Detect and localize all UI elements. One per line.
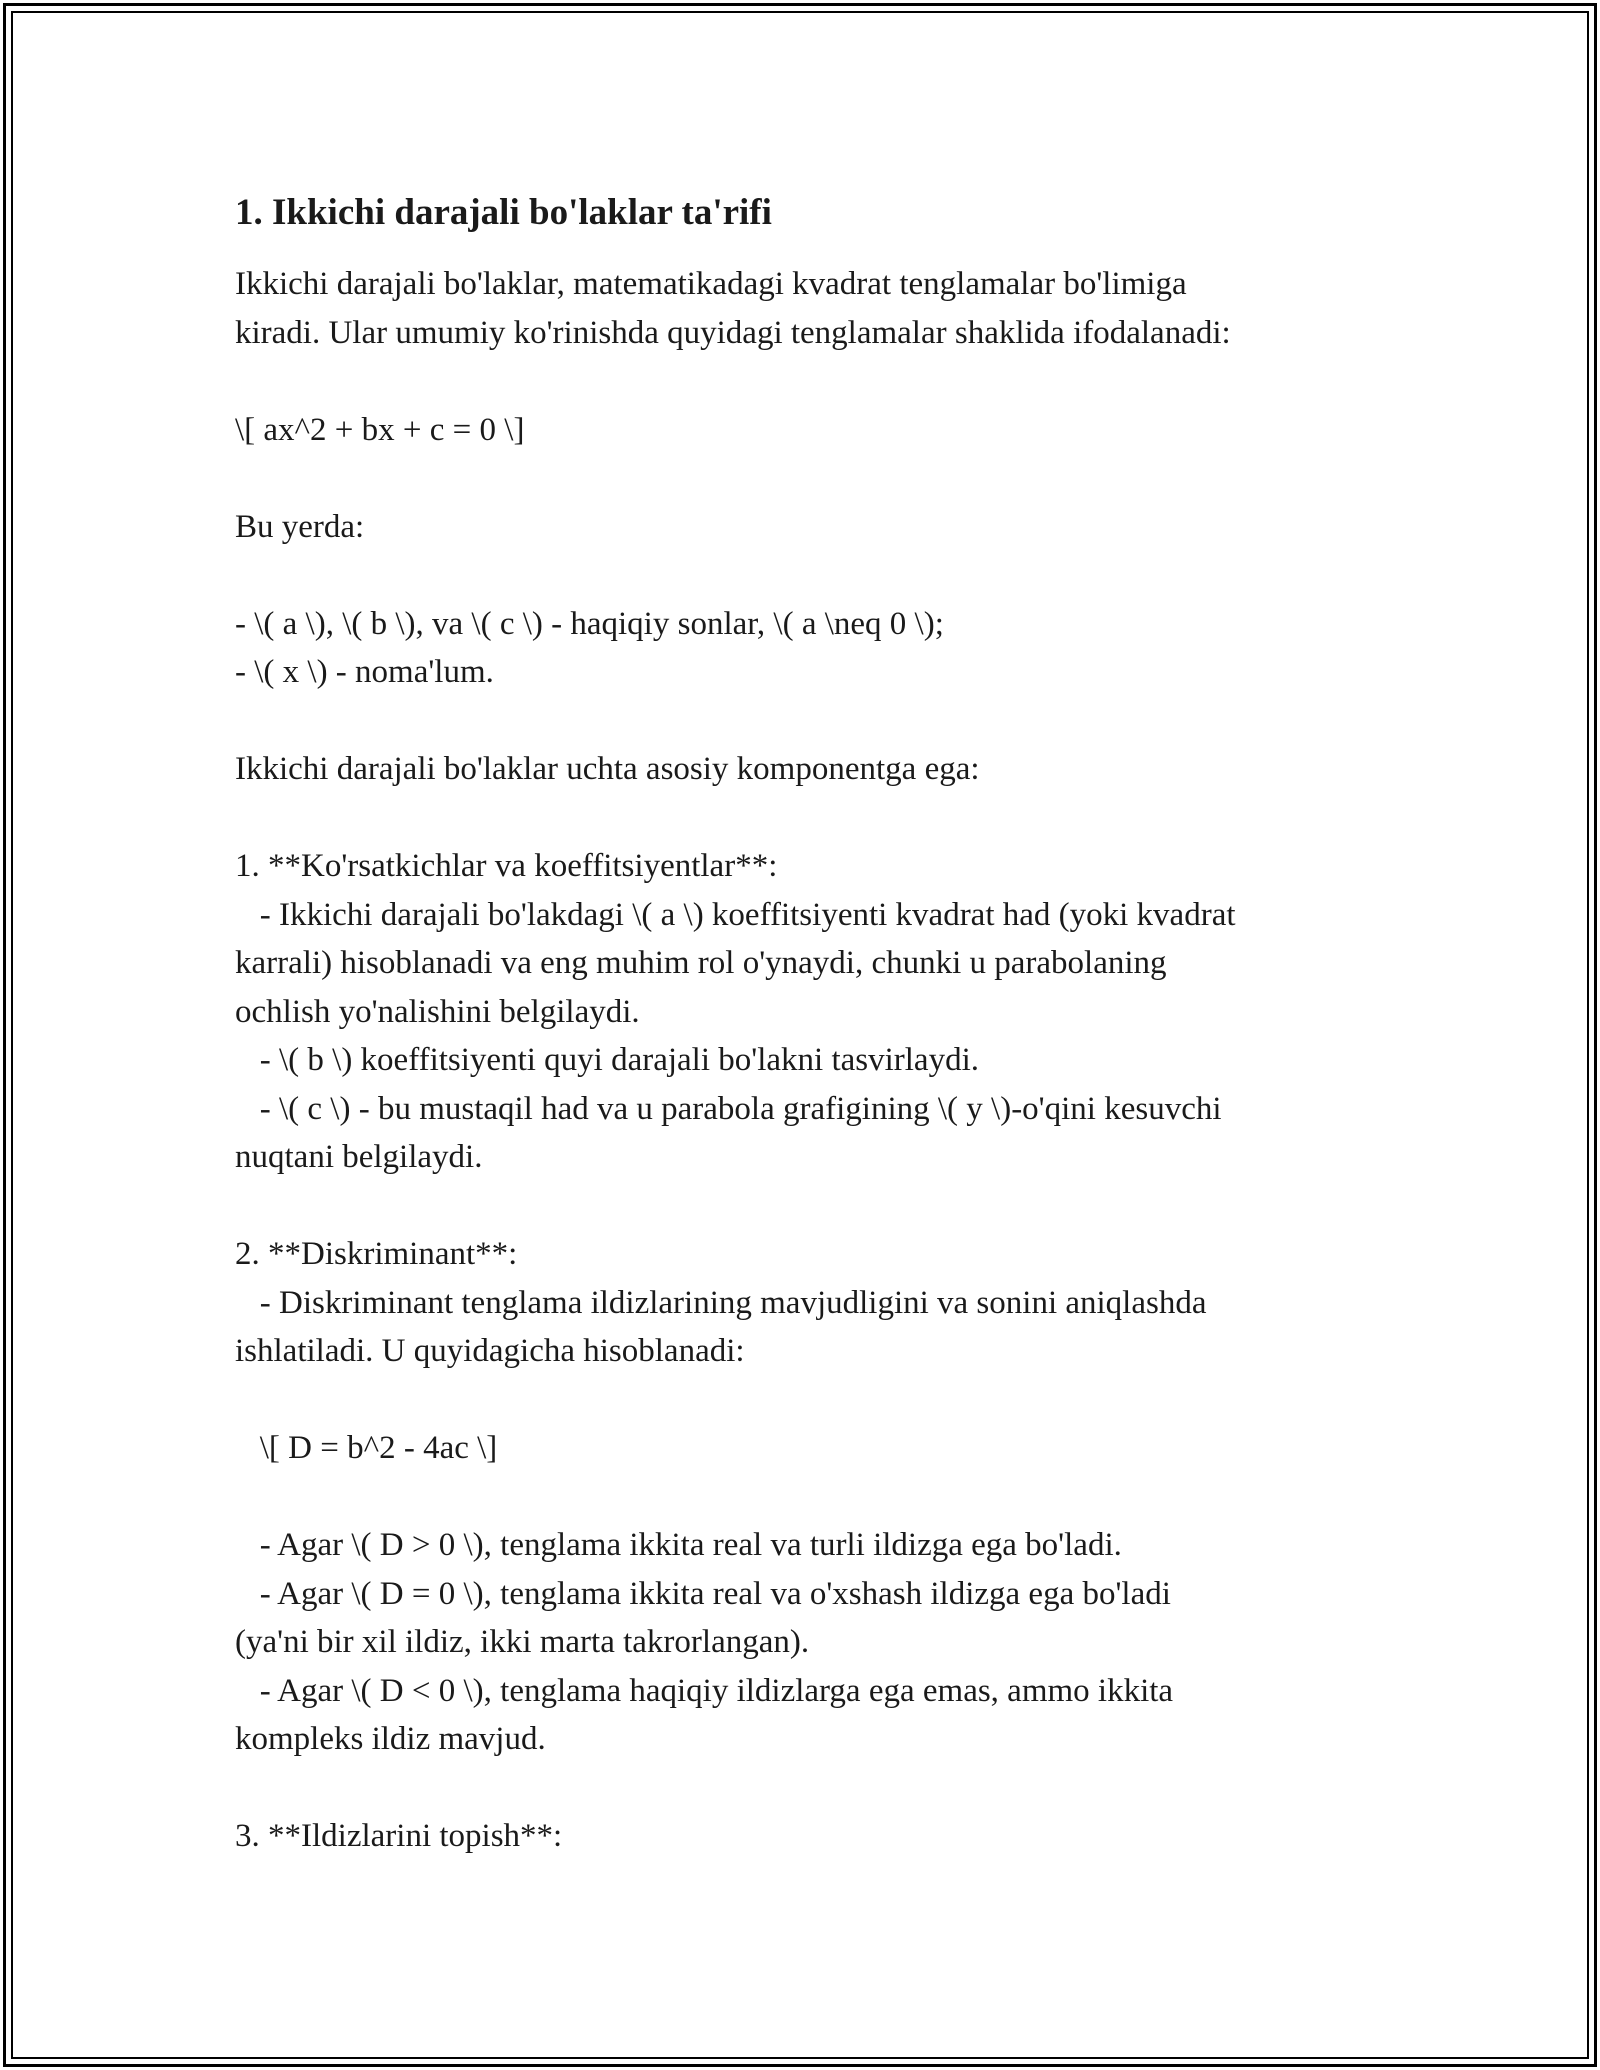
text-line: - \( c \) - bu mustaqil had va u parabola grafigining \( y \)-o'qini kesuvchi: [235, 1090, 1222, 1127]
text-line: nuqtani belgilaydi.: [235, 1139, 483, 1175]
text-line: 1. **Ko'rsatkichlar va koeffitsiyentlar**:: [235, 848, 778, 884]
text-line: \[ D = b^2 - 4ac \]: [235, 1430, 498, 1466]
text-line: - Ikkichi darajali bo'lakdagi \( a \) koeffitsiyenti kvadrat had (yoki kvadrat: [235, 896, 1236, 933]
text-line: - Agar \( D < 0 \), tenglama haqiqiy ildizlarga ega emas, ammo ikkita: [235, 1672, 1174, 1709]
text-line: - \( b \) koeffitsiyenti quyi darajali bo'lakni tasvirlaydi.: [235, 1042, 979, 1078]
text-line: - Agar \( D > 0 \), tenglama ikkita real va turli ildizga ega bo'ladi.: [235, 1527, 1122, 1563]
text-line: Ikkichi darajali bo'laklar uchta asosiy komponentga ega:: [235, 751, 980, 787]
text-line: - Agar \( D = 0 \), tenglama ikkita real va o'xshash ildizga ega bo'ladi: [235, 1575, 1171, 1612]
text-line: \[ ax^2 + bx + c = 0 \]: [235, 411, 525, 448]
text-line: ishlatiladi. U quyidagicha hisoblanadi:: [235, 1333, 745, 1369]
text-line: - \( a \), \( b \), va \( c \) - haqiqiy sonlar, \( a \neq 0 \);: [235, 605, 944, 642]
text-line: kompleks ildiz mavjud.: [235, 1721, 546, 1757]
text-line: - \( x \) - noma'lum.: [235, 654, 494, 690]
text-line: karrali) hisoblanadi va eng muhim rol o'ynaydi, chunki u parabolaning: [235, 945, 1167, 981]
blank-line: [235, 697, 1375, 746]
text-line: kiradi. Ular umumiy ko'rinishda quyidagi tenglamalar shaklida ifodalanadi:: [235, 314, 1231, 351]
blank-line: [235, 794, 1375, 843]
text-line: Bu yerda:: [235, 508, 365, 545]
text-line: ochlish yo'nalishini belgilaydi.: [235, 993, 640, 1030]
section-title: 1. Ikkichi darajali bo'laklar ta'rifi: [235, 192, 772, 233]
text-line: 3. **Ildizlarini topish**:: [235, 1818, 563, 1854]
text-line: (ya'ni bir xil ildiz, ikki marta takrorlangan).: [235, 1624, 810, 1660]
text-line: Ikkichi darajali bo'laklar, matematikadagi kvadrat tenglamalar bo'limiga: [235, 266, 1187, 302]
blank-line: [235, 1764, 1375, 1813]
blank-line: [235, 551, 1375, 600]
blank-line: [235, 1182, 1375, 1231]
blank-line: [235, 454, 1375, 503]
blank-line: [235, 1473, 1375, 1522]
blank-line: [235, 1376, 1375, 1425]
text-line: - Diskriminant tenglama ildizlarining mavjudligini va sonini aniqlashda: [235, 1284, 1207, 1321]
document-body: [235, 188, 1375, 1861]
blank-line: [235, 357, 1375, 406]
document-text: [235, 260, 1375, 1861]
text-line: 2. **Diskriminant**:: [235, 1236, 518, 1272]
